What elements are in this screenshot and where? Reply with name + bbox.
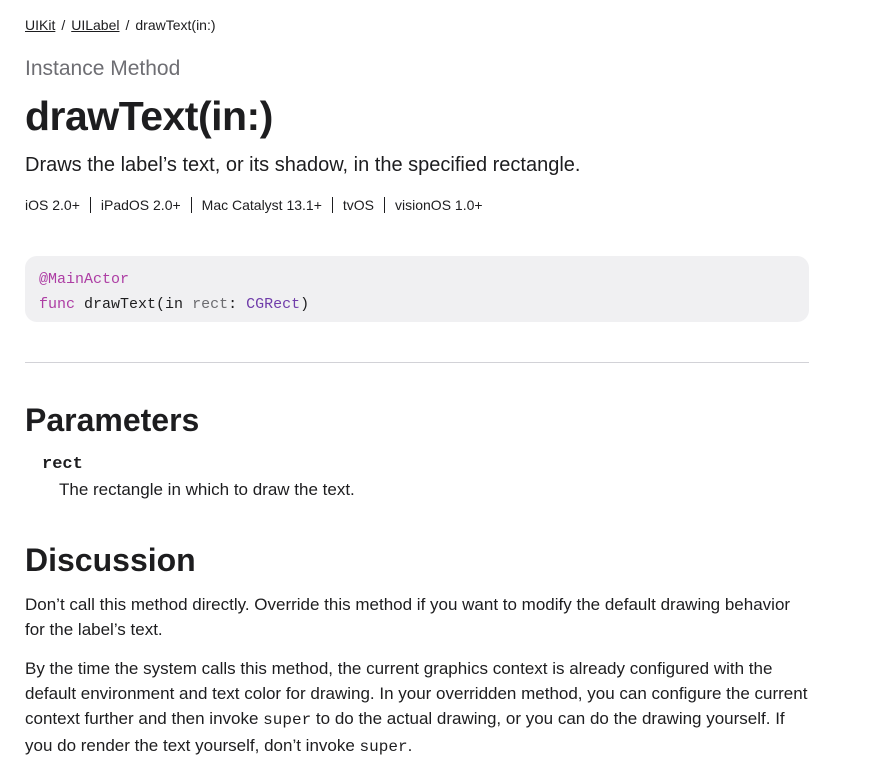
code-close-paren: ) — [300, 296, 310, 313]
parameter-description: The rectangle in which to draw the text. — [59, 480, 355, 499]
discussion-paragraph-1: Don’t call this method directly. Override this method if you want to modify the default drawing behavior for the label’s text. — [25, 595, 791, 639]
platform-mac-catalyst: Mac Catalyst 13.1+ — [191, 197, 332, 213]
code-keyword: func — [39, 296, 76, 313]
page-title: drawText(in:) — [25, 93, 273, 139]
discussion-paragraph-2 — [25, 656, 809, 760]
inline-code-super: super — [263, 711, 312, 729]
discussion-text: to do the actual drawing, or you can do the drawing yourself. If you do render the text yourself, don’t invoke — [25, 709, 785, 755]
breadcrumb-link-uikit[interactable]: UIKit — [25, 17, 56, 33]
code-colon: : — [228, 296, 238, 313]
breadcrumb-separator: / — [125, 17, 130, 33]
breadcrumb-current: drawText(in:) — [135, 17, 216, 33]
declaration-line-1 — [39, 267, 795, 292]
discussion-heading: Discussion — [25, 542, 196, 578]
inline-code-super: super — [359, 738, 408, 756]
code-attribute: @MainActor — [39, 271, 130, 288]
platform-tvos: tvOS — [332, 197, 384, 213]
platform-ipados: iPadOS 2.0+ — [90, 197, 191, 213]
breadcrumb-link-uilabel[interactable]: UILabel — [71, 17, 120, 33]
declaration-line-2 — [39, 292, 795, 317]
platform-ios: iOS 2.0+ — [25, 197, 80, 213]
parameters-heading: Parameters — [25, 402, 200, 438]
code-param-name: rect — [192, 296, 229, 313]
platform-visionos: visionOS 1.0+ — [384, 197, 493, 213]
breadcrumb — [25, 17, 216, 33]
code-type[interactable]: CGRect — [246, 296, 301, 313]
abstract: Draws the label’s text, or its shadow, in the specified rectangle. — [25, 154, 581, 176]
code-method-name: drawText(in — [84, 296, 184, 313]
breadcrumb-separator: / — [61, 17, 66, 33]
parameter-name: rect — [42, 455, 83, 474]
section-divider — [25, 362, 809, 363]
symbol-kind-label: Instance Method — [25, 57, 181, 80]
discussion-text: . — [407, 736, 413, 755]
platform-availability — [25, 197, 493, 213]
discussion-text: By the time the system calls this method, the current graphics context is already configured with the default environment and text color for drawing. In your overridden method, you can configure the current context further and then invoke — [25, 659, 808, 728]
declaration-code-block — [25, 256, 809, 322]
